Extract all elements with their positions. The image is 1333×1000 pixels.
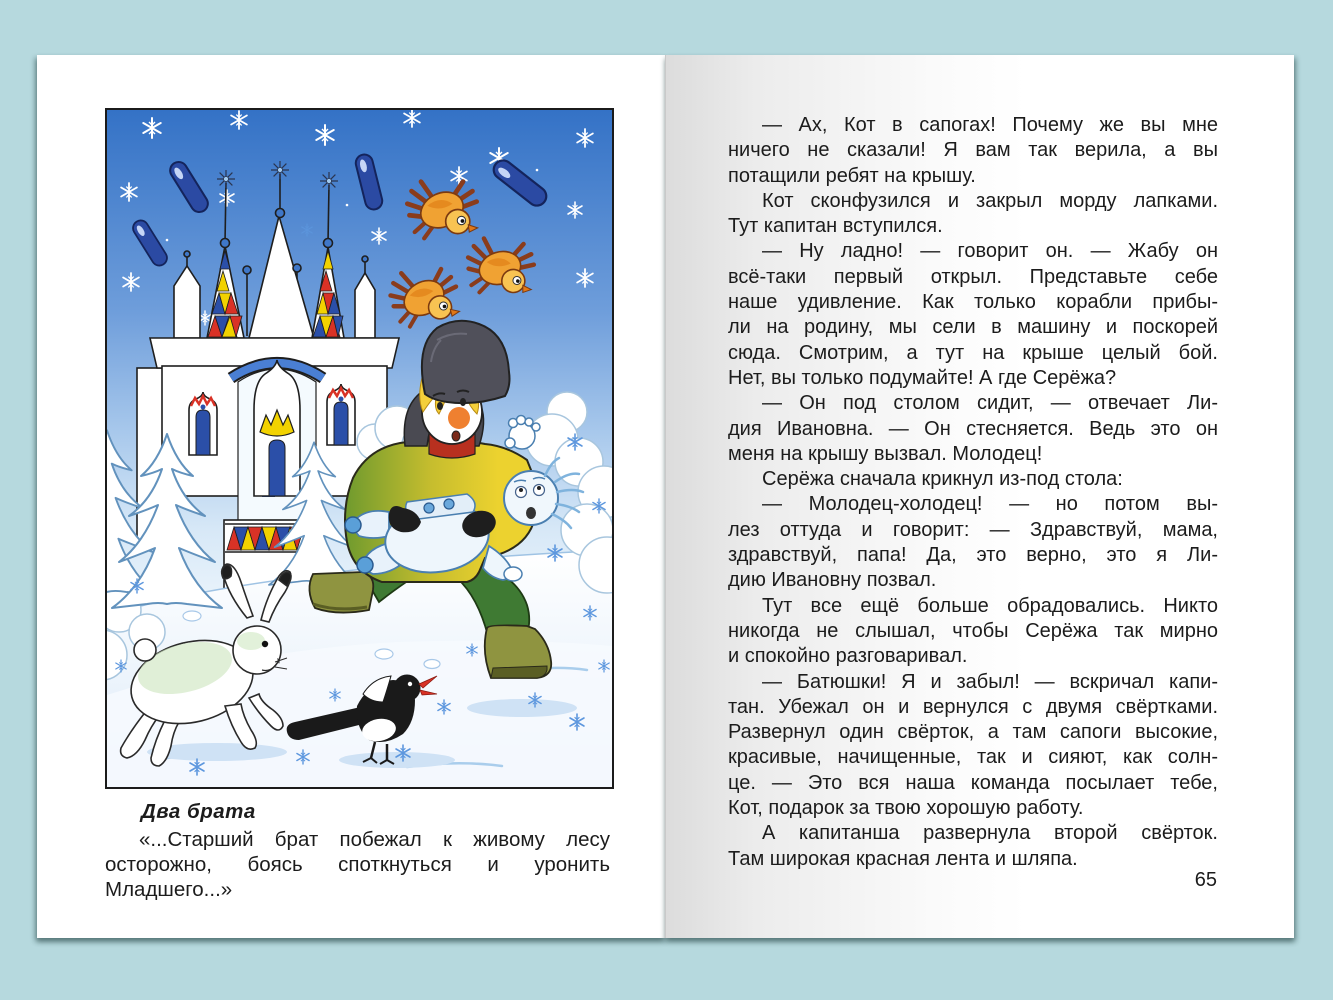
text-line: Тут все ещё больше обрадовались. Никто — [762, 594, 1218, 617]
story-text — [728, 113, 1218, 872]
text-line: Нет, вы только подумайте! А где Серёжа? — [728, 366, 1117, 389]
text-line: ничего не сказали! Я вам так верила, а вы — [728, 139, 1218, 162]
page-number: 65 — [1194, 869, 1217, 891]
caption-line: «...Старший брат побежал к живому лесу — [139, 828, 610, 851]
text-line: дию Ивановну позвал. — [728, 569, 937, 592]
text-line: — Батюшки! Я и забыл! — вскричал капи- — [762, 670, 1218, 693]
text-line: А капитанша развернула второй свёрток. — [762, 822, 1218, 845]
left-page — [37, 55, 665, 938]
text-line: меня на крышу вызвал. Молодец! — [728, 442, 1043, 465]
text-line: Серёжа сначала крикнул из-под стола: — [762, 468, 1123, 491]
text-line: Там широкая красная лента и шляпа. — [728, 847, 1078, 870]
caption-line: Младшего...» — [105, 878, 233, 901]
text-line: здравствуй, папа! Да, это верно, это я Ли- — [728, 544, 1218, 567]
text-line: Кот, подарок за твою хорошую работу. — [728, 797, 1084, 820]
text-line: дия Ивановна. — Он стесняется. Ведь это он — [728, 417, 1218, 440]
text-line: тан. Убежал он и вернулся с двумя свёртками. — [728, 695, 1218, 718]
text-line: — Молодец-холодец! — но потом вы- — [762, 493, 1218, 516]
boy-cheek — [448, 407, 470, 429]
caption-line: осторожно, боясь споткнуться и уронить — [105, 853, 610, 876]
text-line: Тут капитан вступился. — [728, 215, 943, 238]
text-line: це. — Это вся наша команда посылает тебе, — [728, 771, 1218, 794]
text-line: всё-таки первый открыл. Представьте себе — [728, 265, 1218, 288]
illustration-frame — [105, 108, 614, 789]
illustration-caption — [105, 799, 610, 902]
text-line: красивые, начищенные, так и сияют, как солн- — [728, 746, 1218, 769]
text-line: ли на родину, мы сели в машину и поскорей — [728, 316, 1218, 339]
text-line: лез оттуда и говорит: — Здравствуй, мама, — [728, 518, 1218, 541]
text-line: потащили ребят на крышу. — [728, 164, 976, 187]
text-line: — Ну ладно! — говорит он. — Жабу он — [762, 240, 1218, 263]
text-line: сюда. Смотрим, а тут на крыше целый бой. — [728, 341, 1218, 364]
story-illustration — [107, 110, 612, 787]
right-page — [665, 55, 1294, 938]
text-line: и спокойно разговаривал. — [728, 645, 968, 668]
text-line: Кот сконфузился и закрыл морду лапками. — [762, 189, 1218, 212]
text-line: Развернул один свёрток, а там сапоги высокие, — [728, 721, 1218, 744]
text-line: — Ах, Кот в сапогах! Почему же вы мне — [762, 114, 1218, 136]
caption-title: Два брата — [141, 800, 256, 823]
text-line: наше удивление. Как только корабли прибы- — [728, 291, 1218, 314]
text-line: никогда не слышал, чтобы Серёжа так мирно — [728, 619, 1218, 642]
text-line: — Он под столом сидит, — отвечает Ли- — [762, 392, 1218, 415]
